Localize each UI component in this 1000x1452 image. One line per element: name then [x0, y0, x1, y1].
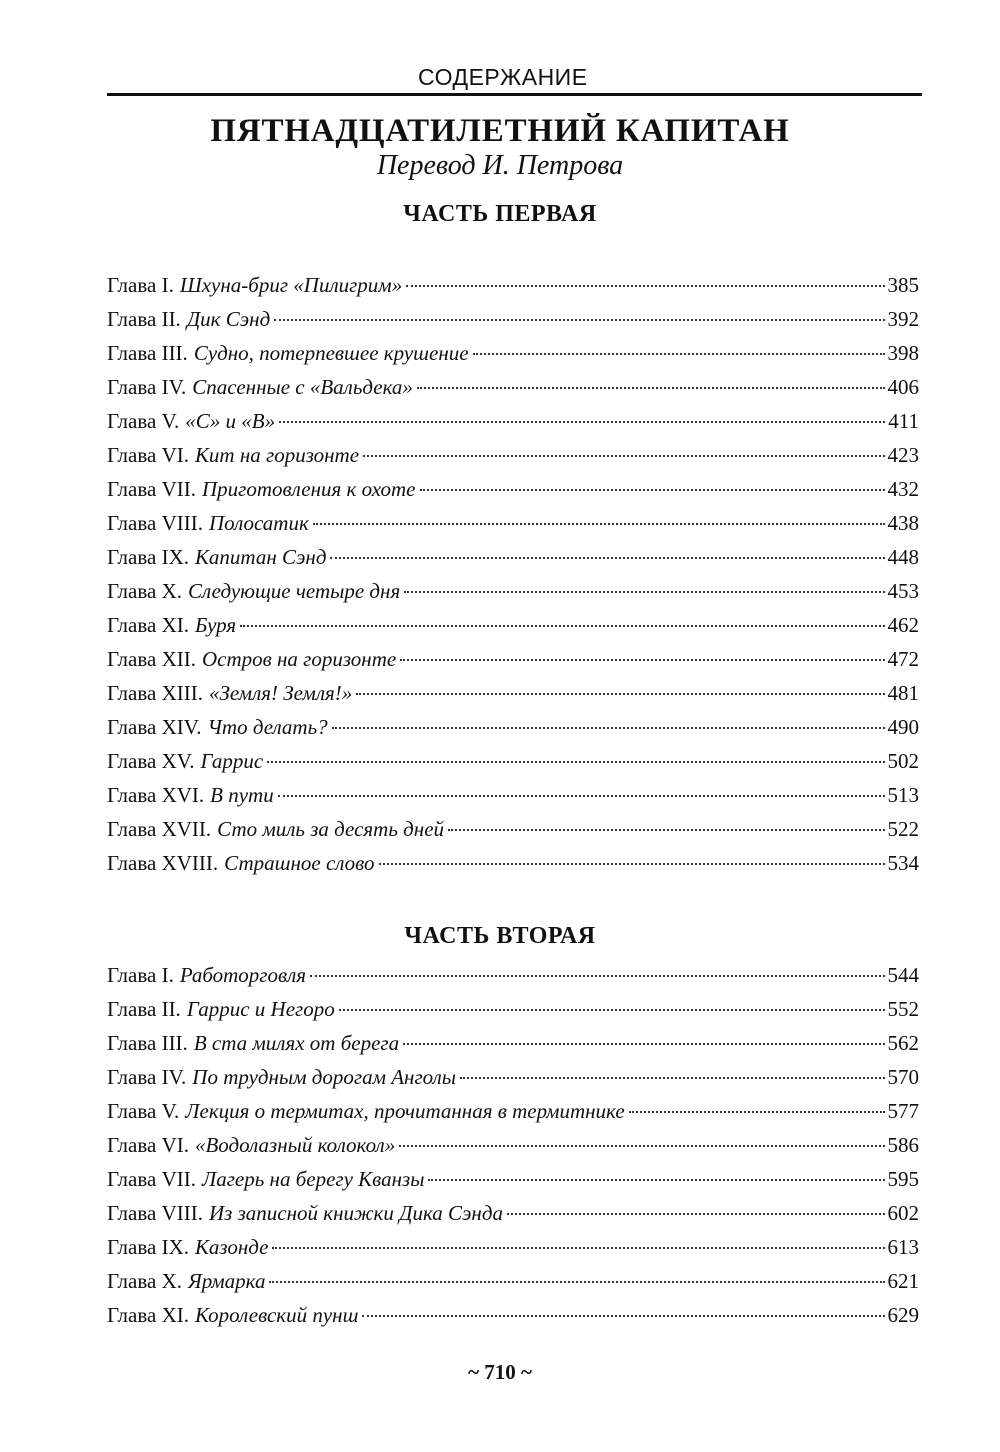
dot-leader [507, 1213, 885, 1215]
toc-row[interactable] [107, 1196, 919, 1230]
chapter-title: Королевский пунш [194, 1303, 359, 1327]
chapter-page: 472 [887, 647, 919, 671]
toc-row[interactable] [107, 370, 919, 404]
chapter-label: Глава IX. [107, 545, 189, 569]
translator-credit: Перевод И. Петрова [376, 150, 624, 181]
chapter-page: 398 [887, 341, 919, 365]
chapter-label: Глава III. [107, 1031, 188, 1055]
chapter-title: Ярмарка [188, 1269, 266, 1293]
chapter-page: 522 [887, 817, 919, 841]
dot-leader [400, 659, 884, 661]
chapter-label: Глава III. [107, 341, 188, 365]
dot-leader [363, 455, 884, 457]
chapter-title: Остров на горизонте [201, 647, 397, 671]
chapter-title: «С» и «В» [185, 409, 276, 433]
chapter-page: 453 [887, 579, 919, 603]
toc-row[interactable] [107, 1230, 919, 1264]
chapter-label: Глава XI. [107, 613, 189, 637]
chapter-title: Что делать? [207, 715, 328, 739]
toc-row[interactable] [107, 778, 919, 812]
toc-row[interactable] [107, 472, 919, 506]
chapter-title: «Земля! Земля!» [208, 681, 353, 705]
chapter-page: 490 [887, 715, 919, 739]
dot-leader [269, 1281, 884, 1283]
chapter-title: Лагерь на берегу Кванзы [201, 1167, 425, 1191]
chapter-label: Глава I. [107, 273, 174, 297]
chapter-label: Глава IV. [107, 375, 187, 399]
toc-row[interactable] [107, 268, 919, 302]
toc-row[interactable] [107, 506, 919, 540]
chapter-label: Глава VI. [107, 443, 189, 467]
chapter-title: Полосатик [208, 511, 309, 535]
dot-leader [267, 761, 884, 763]
chapter-title: Буря [194, 613, 237, 637]
chapter-label: Глава XVIII. [107, 851, 219, 875]
chapter-label: Глава XI. [107, 1303, 189, 1327]
dot-leader [339, 1009, 885, 1011]
dot-leader [403, 1043, 884, 1045]
chapter-title: Гаррис и Негоро [186, 997, 335, 1021]
chapter-title: «Водолазный колокол» [194, 1133, 396, 1157]
toc-row[interactable] [107, 1026, 919, 1060]
chapter-title: Работорговля [179, 963, 307, 987]
chapter-title: Шхуна-бриг «Пилигрим» [179, 273, 403, 297]
toc-row[interactable] [107, 1094, 919, 1128]
toc-row[interactable] [107, 1298, 919, 1332]
dot-leader [379, 863, 885, 865]
chapter-label: Глава VIII. [107, 511, 203, 535]
chapter-label: Глава X. [107, 1269, 182, 1293]
chapter-title: Дик Сэнд [186, 307, 271, 331]
dot-leader [417, 387, 885, 389]
chapter-title: В пути [210, 783, 274, 807]
part-two-heading: ЧАСТЬ ВТОРАЯ [404, 923, 596, 949]
chapter-page: 552 [887, 997, 919, 1021]
chapter-label: Глава VIII. [107, 1201, 203, 1225]
chapter-page: 423 [887, 443, 919, 467]
chapter-label: Глава IX. [107, 1235, 189, 1259]
chapter-page: 621 [887, 1269, 919, 1293]
chapter-label: Глава XIV. [107, 715, 202, 739]
book-title: ПЯТНАДЦАТИЛЕТНИЙ КАПИТАН [210, 113, 790, 149]
chapter-label: Глава XVI. [107, 783, 205, 807]
dot-leader [399, 1145, 884, 1147]
chapter-page: 629 [887, 1303, 919, 1327]
toc-row[interactable] [107, 710, 919, 744]
chapter-label: Глава XII. [107, 647, 196, 671]
chapter-label: Глава V. [107, 409, 180, 433]
chapter-title: По трудным дорогам Анголы [192, 1065, 457, 1089]
chapter-page: 385 [887, 273, 919, 297]
chapter-page: 432 [887, 477, 919, 501]
chapter-label: Глава XV. [107, 749, 195, 773]
toc-row[interactable] [107, 1264, 919, 1298]
chapter-page: 570 [887, 1065, 919, 1089]
toc-row[interactable] [107, 438, 919, 472]
page-number: ~ 710 ~ [468, 1360, 532, 1384]
dot-leader [278, 795, 885, 797]
chapter-page: 562 [887, 1031, 919, 1055]
dot-leader [274, 319, 884, 321]
dot-leader [420, 489, 885, 491]
chapter-title: Приготовления к охоте [201, 477, 416, 501]
chapter-page: 602 [887, 1201, 919, 1225]
chapter-title: В ста милях от берега [193, 1031, 400, 1055]
running-head: СОДЕРЖАНИЕ [418, 64, 588, 90]
dot-leader [279, 421, 885, 423]
chapter-page: 613 [887, 1235, 919, 1259]
chapter-title: Страшное слово [224, 851, 375, 875]
dot-leader [332, 727, 885, 729]
chapter-label: Глава V. [107, 1099, 180, 1123]
chapter-label: Глава XVII. [107, 817, 212, 841]
chapter-title: Спасенные с «Вальдека» [192, 375, 413, 399]
chapter-page: 481 [887, 681, 919, 705]
dot-leader [272, 1247, 884, 1249]
dot-leader [448, 829, 884, 831]
toc-row[interactable] [107, 992, 919, 1026]
toc-row[interactable] [107, 812, 919, 846]
dot-leader [404, 591, 884, 593]
chapter-label: Глава II. [107, 307, 181, 331]
chapter-page: 438 [887, 511, 919, 535]
chapter-page: 462 [887, 613, 919, 637]
chapter-title: Казонде [194, 1235, 269, 1259]
chapter-label: Глава IV. [107, 1065, 187, 1089]
chapter-title: Гаррис [200, 749, 264, 773]
chapter-title: Сто миль за десять дней [217, 817, 445, 841]
toc-row[interactable] [107, 608, 919, 642]
chapter-page: 392 [887, 307, 919, 331]
toc-row[interactable] [107, 1128, 919, 1162]
toc-row[interactable] [107, 302, 919, 336]
dot-leader [240, 625, 884, 627]
chapter-label: Глава VII. [107, 1167, 196, 1191]
chapter-label: Глава XIII. [107, 681, 203, 705]
chapter-title: Капитан Сэнд [194, 545, 327, 569]
toc-row[interactable] [107, 336, 919, 370]
chapter-title: Судно, потерпевшее крушение [193, 341, 469, 365]
dot-leader [330, 557, 884, 559]
toc-part-one [107, 268, 919, 880]
toc-row[interactable] [107, 744, 919, 778]
chapter-page: 595 [887, 1167, 919, 1191]
part-one-heading: ЧАСТЬ ПЕРВАЯ [403, 201, 597, 227]
dot-leader [428, 1179, 884, 1181]
dot-leader [629, 1111, 885, 1113]
chapter-page: 586 [887, 1133, 919, 1157]
chapter-page: 406 [887, 375, 919, 399]
toc-row[interactable] [107, 540, 919, 574]
dot-leader [406, 285, 884, 287]
chapter-page: 534 [887, 851, 919, 875]
toc-row[interactable] [107, 676, 919, 710]
toc-row[interactable] [107, 642, 919, 676]
chapter-label: Глава VI. [107, 1133, 189, 1157]
chapter-page: 577 [887, 1099, 919, 1123]
toc-row[interactable] [107, 846, 919, 880]
toc-row[interactable] [107, 1162, 919, 1196]
chapter-page: 448 [887, 545, 919, 569]
chapter-title: Следующие четыре дня [188, 579, 401, 603]
chapter-label: Глава I. [107, 963, 174, 987]
chapter-label: Глава II. [107, 997, 181, 1021]
dot-leader [313, 523, 885, 525]
toc-row[interactable] [107, 1060, 919, 1094]
chapter-label: Глава X. [107, 579, 182, 603]
dot-leader [473, 353, 885, 355]
chapter-page: 513 [887, 783, 919, 807]
chapter-title: Из записной книжки Дика Сэнда [208, 1201, 503, 1225]
chapter-page: 544 [887, 963, 919, 987]
toc-part-two [107, 958, 919, 1332]
chapter-title: Лекция о термитах, прочитанная в термитнике [185, 1099, 625, 1123]
dot-leader [310, 975, 884, 977]
dot-leader [356, 693, 884, 695]
toc-row[interactable] [107, 958, 919, 992]
chapter-title: Кит на горизонте [194, 443, 360, 467]
chapter-label: Глава VII. [107, 477, 196, 501]
dot-leader [460, 1077, 884, 1079]
chapter-page: 411 [888, 409, 919, 433]
header-rule [107, 93, 922, 96]
toc-row[interactable] [107, 574, 919, 608]
dot-leader [362, 1315, 884, 1317]
chapter-page: 502 [887, 749, 919, 773]
toc-row[interactable] [107, 404, 919, 438]
